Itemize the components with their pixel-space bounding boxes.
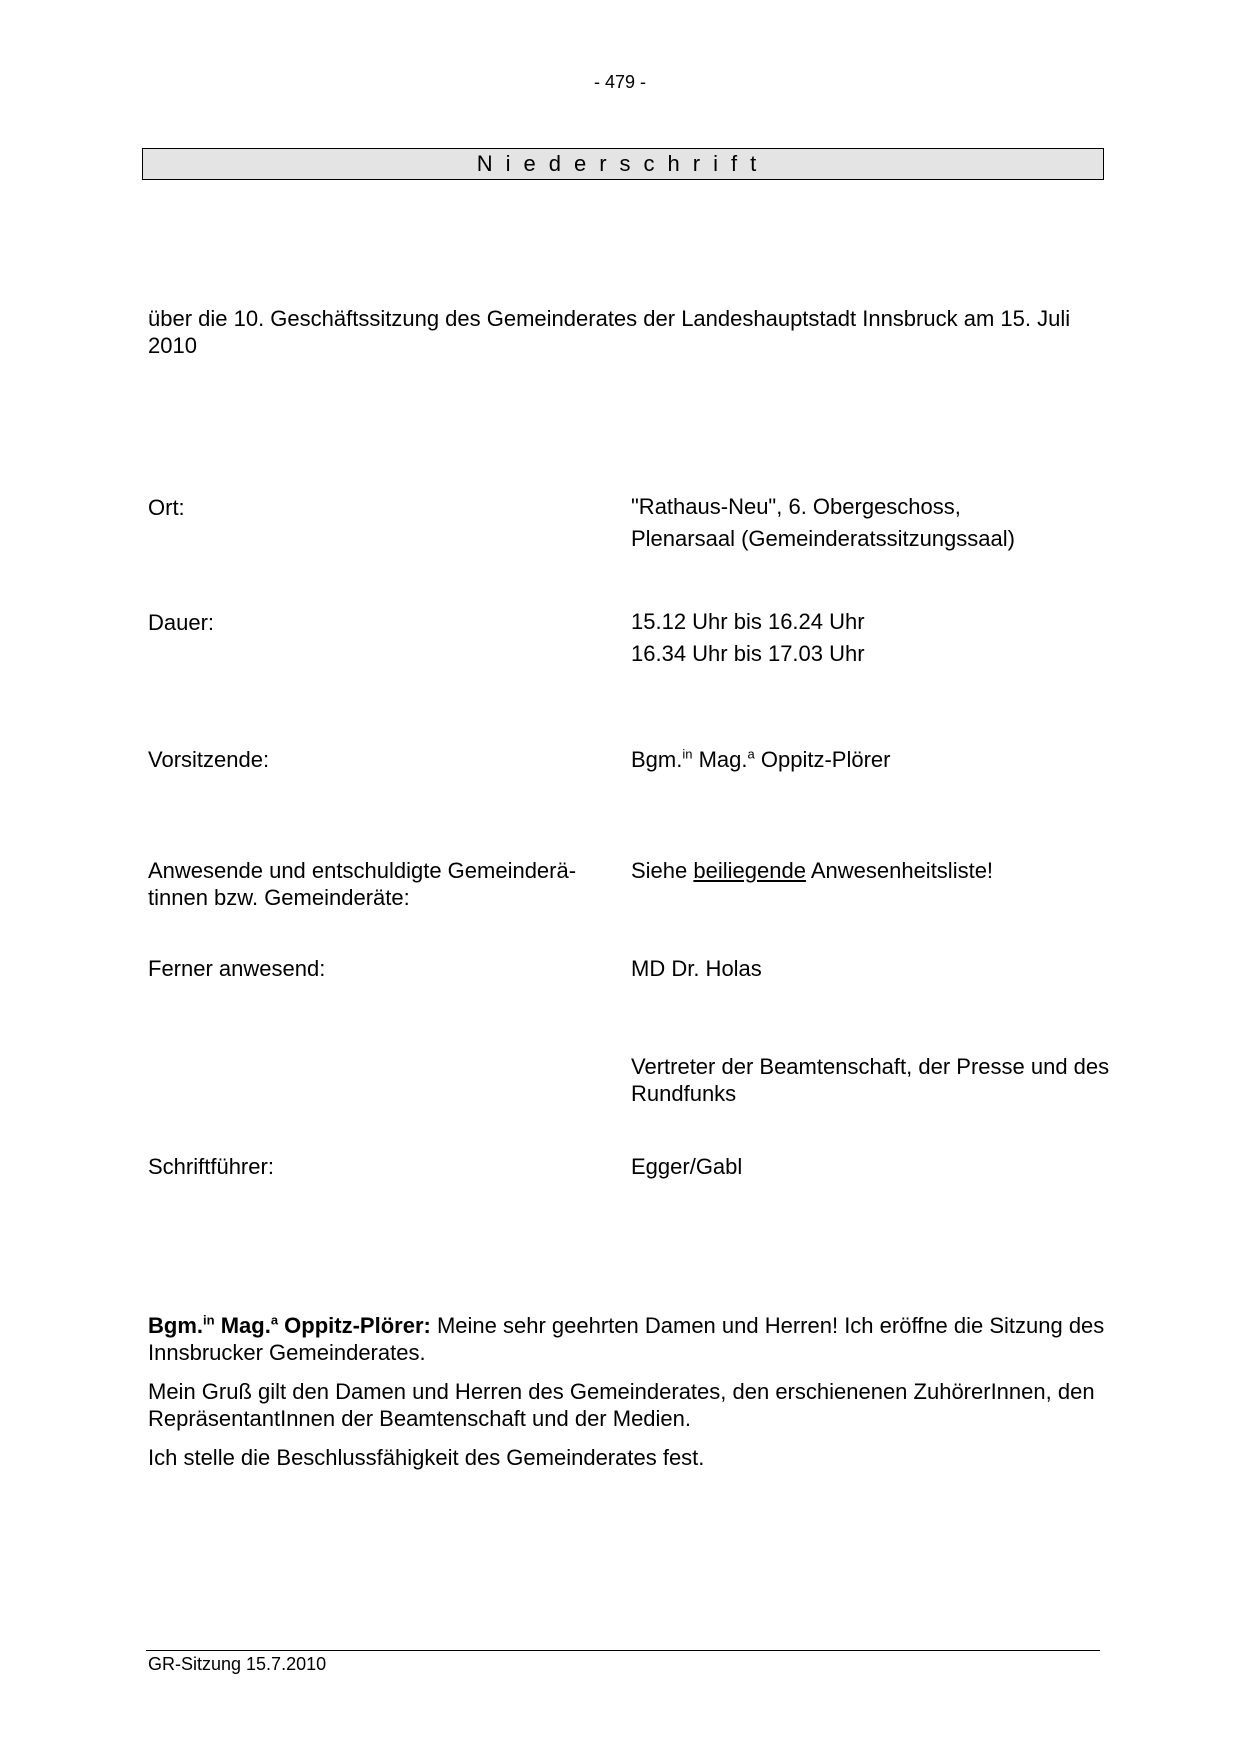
footer-divider — [146, 1650, 1100, 1651]
anwesend-post: Anwesenheitsliste! — [805, 858, 994, 883]
vorsitz-name: Oppitz-Plörer — [760, 747, 891, 772]
ort-line-2: Plenarsaal (Gemeinderatssitzungssaal) — [631, 526, 1015, 551]
session-subtitle: über die 10. Geschäftssitzung des Gemeinderates der Landeshauptstadt Innsbruck am 15. Juli 2010 — [148, 306, 1071, 358]
ort-label: Ort: — [148, 495, 185, 520]
dauer-label: Dauer: — [148, 610, 215, 635]
dauer-line-1: 15.12 Uhr bis 16.24 Uhr — [631, 609, 865, 634]
speaker-title-bgm: Bgm. — [148, 1313, 203, 1338]
document-title: Niederschrift — [476, 151, 770, 176]
speech-paragraph-3: Ich stelle die Beschlussfähigkeit des Gemeinderates fest. — [148, 1445, 705, 1470]
vorsitz-label: Vorsitzende: — [148, 747, 270, 772]
ort-line-1: "Rathaus-Neu", 6. Obergeschoss, — [631, 494, 961, 519]
vorsitz-title-mag-sup: a — [747, 746, 755, 762]
speech-paragraph-2: Mein Gruß gilt den Damen und Herren des Gemeinderates, den erschienenen ZuhörerInnen, den RepräsentantInnen der Beamtenschaft und der Medien. — [148, 1379, 1095, 1431]
speaker-title-mag-sup: a — [270, 1312, 279, 1328]
document-title-box — [142, 148, 1104, 180]
speech-paragraph-1 — [148, 1312, 1108, 1366]
speaker-title-mag: Mag. — [220, 1313, 271, 1338]
ferner-value: MD Dr. Holas — [631, 956, 762, 981]
anwesend-underlined: beiliegende — [693, 858, 806, 883]
anwesend-label: Anwesende und entschuldigte Gemeinderä-tinnen bzw. Gemeinderäte: — [148, 858, 577, 910]
speech-text-1: Meine sehr geehrten Damen und Herren! Ich eröffne die Sitzung des Innsbrucker Gemeinderates. — [148, 1313, 1105, 1365]
vorsitz-title-mag: Mag. — [698, 747, 748, 772]
ort-value — [631, 491, 1111, 555]
page-number: - 479 - — [593, 72, 647, 92]
speaker-surname: Oppitz-Plörer: — [284, 1313, 431, 1338]
anwesend-pre: Siehe — [631, 858, 694, 883]
vorsitz-title-bgm: Bgm. — [631, 747, 683, 772]
vertreter-value: Vertreter der Beamtenschaft, der Presse und des Rundfunks — [631, 1054, 1110, 1106]
ferner-label: Ferner anwesend: — [148, 956, 326, 981]
footer-text: GR-Sitzung 15.7.2010 — [148, 1654, 327, 1674]
dauer-value — [631, 606, 1111, 670]
schriftfuehrer-label: Schriftführer: — [148, 1154, 274, 1179]
speaker-title-bgm-sup: in — [203, 1312, 215, 1328]
speaker-name — [148, 1313, 431, 1338]
vorsitz-title-bgm-sup: in — [682, 746, 693, 762]
dauer-line-2: 16.34 Uhr bis 17.03 Uhr — [631, 641, 865, 666]
schriftfuehrer-value: Egger/Gabl — [631, 1154, 743, 1179]
anwesend-value — [631, 857, 1111, 884]
vorsitz-value — [631, 746, 1111, 773]
